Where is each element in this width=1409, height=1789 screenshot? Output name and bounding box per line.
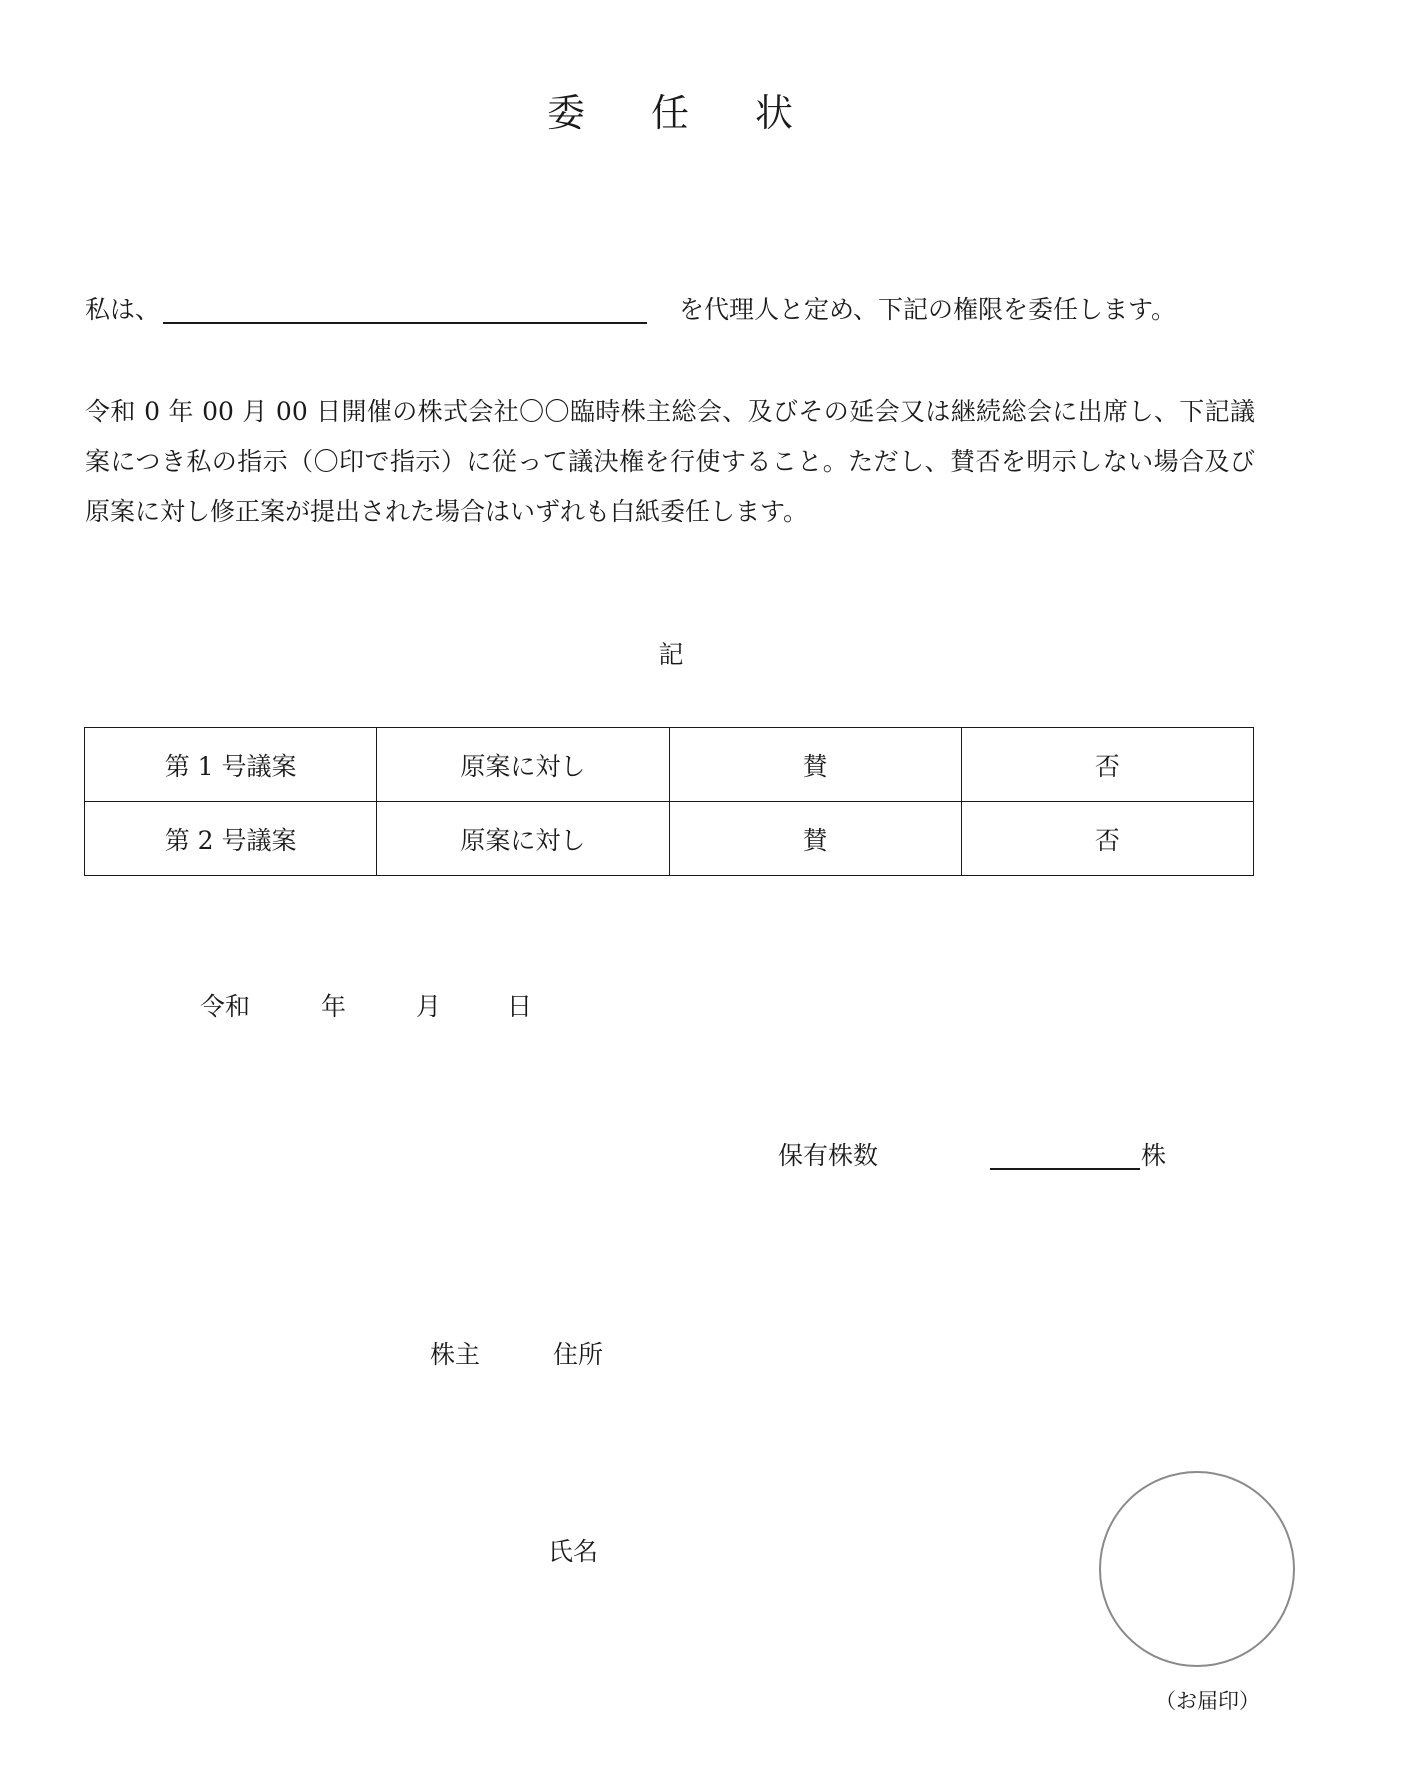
address-label: 住所 (553, 1340, 604, 1369)
agenda-target-cell: 原案に対し (377, 728, 669, 802)
shares-label: 保有株数 (778, 1141, 879, 1170)
approve-cell[interactable]: 賛 (669, 728, 961, 802)
seal-circle (1099, 1471, 1295, 1667)
title-char-2: 任 (650, 91, 691, 135)
approve-cell[interactable]: 賛 (669, 802, 961, 876)
body-paragraph: 令和 0 年 00 月 00 日開催の株式会社〇〇臨時株主総会、及びその延会又は継続総会に出席し、下記議案につき私の指示（〇印で指示）に従って議決権を行使すること。ただし、賛否を明示しない場合及び原案に対し修正案が提出された場合はいずれも白紙委任します。 (85, 397, 1255, 526)
agenda-item-cell: 第 1 号議案 (85, 728, 377, 802)
reject-cell[interactable]: 否 (961, 802, 1253, 876)
reject-cell[interactable]: 否 (961, 728, 1253, 802)
title-char-1: 委 (546, 91, 587, 135)
seal-caption: （お届印） (1155, 1689, 1260, 1713)
ki-heading: 記 (658, 640, 684, 669)
shares-blank[interactable] (990, 1168, 1140, 1170)
agenda-target-cell: 原案に対し (377, 802, 669, 876)
date-year: 年 (321, 992, 347, 1021)
proxy-name-blank[interactable] (163, 322, 647, 324)
name-label: 氏名 (548, 1537, 599, 1566)
table-row (85, 728, 1254, 802)
appointment-suffix: を代理人と定め、下記の権限を委任します。 (679, 295, 1177, 324)
date-day: 日 (507, 992, 533, 1021)
shareholder-label: 株主 (430, 1340, 481, 1369)
table-row (85, 802, 1254, 876)
appointment-prefix: 私は、 (85, 295, 161, 324)
votes-table (84, 727, 1254, 876)
date-month: 月 (416, 992, 442, 1021)
shares-unit: 株 (1141, 1141, 1167, 1170)
document-title (0, 82, 1342, 137)
title-char-3: 状 (755, 91, 796, 135)
agenda-item-cell: 第 2 号議案 (85, 802, 377, 876)
date-era: 令和 (200, 992, 251, 1021)
